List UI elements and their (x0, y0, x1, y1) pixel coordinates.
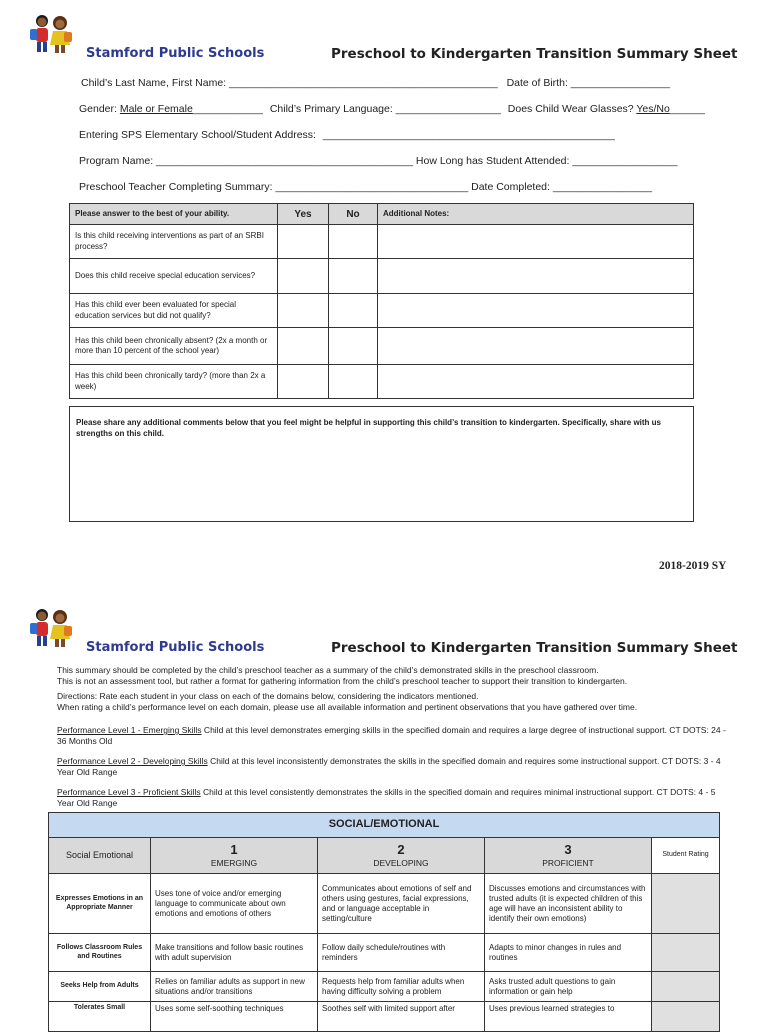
intro-text (57, 665, 737, 687)
level-header-emerging: 1 EMERGING (151, 838, 318, 874)
page-title: Preschool to Kindergarten Transition Summary Sheet (331, 640, 738, 656)
indicator-cell: Uses some self-soothing techniques (151, 1002, 318, 1032)
glasses-label: Does Child Wear Glasses? (507, 103, 634, 115)
notes-cell[interactable] (378, 328, 694, 365)
level-label: Performance Level 1 - Emerging Skills (57, 725, 202, 735)
school-label: Entering SPS Elementary School/Student Address: (79, 129, 316, 141)
page-title: Preschool to Kindergarten Transition Summary Sheet (331, 46, 738, 62)
school-children-logo (26, 606, 76, 650)
attended-field[interactable]: __________________ (572, 155, 678, 167)
yes-cell[interactable] (278, 225, 329, 259)
question-text: Is this child receiving interventions as part of an SRBI process? (70, 225, 278, 259)
dob-field[interactable]: _________________ (570, 77, 671, 89)
student-rating-cell[interactable] (652, 1002, 720, 1032)
domain-cell: Seeks Help from Adults (49, 972, 151, 1002)
glasses-field[interactable]: ______ (669, 103, 705, 115)
performance-level-1 (57, 725, 727, 747)
student-rating-cell[interactable] (652, 934, 720, 972)
table-row (49, 934, 720, 972)
rating-header: Student Rating (652, 838, 720, 874)
no-cell[interactable] (329, 328, 378, 365)
notes-cell[interactable] (378, 294, 694, 328)
school-year: 2018-2019 SY (659, 560, 727, 572)
table-row (70, 328, 694, 365)
language-label: Child’s Primary Language: (269, 103, 393, 115)
question-text: Has this child been chronically tardy? (more than 2x a week) (70, 365, 278, 399)
performance-level-3 (57, 787, 727, 809)
level-text: Child at this level consistently demonstrates the skills in the specified domain and requires minimal instructional support. CT DOTS: 4 - 5 Year Old Range (57, 787, 716, 808)
gender-language-row (79, 103, 705, 115)
name-field[interactable]: ______________________________________________ (229, 77, 498, 89)
indicator-cell: Asks trusted adult questions to gain information or gain help (485, 972, 652, 1002)
gender-label: Gender: (79, 103, 117, 115)
comments-box[interactable] (69, 406, 694, 522)
yes-cell[interactable] (278, 294, 329, 328)
indicator-cell: Discusses emotions and circumstances with trusted adults (it is expected children of this age will have an inconsistent ability to identify their own emotions) (485, 874, 652, 934)
intro-line: This summary should be completed by the child’s preschool teacher as a summary of the child’s demonstrated skills in the preschool classroom. (57, 665, 599, 675)
question-text: Has this child been chronically absent? (2x a month or more than 10 percent of the school year) (70, 328, 278, 365)
comments-prompt: Please share any additional comments below that you feel might be helpful in supporting this child’s transition to kindergarten. Specifically, share with us strengths on this child. (76, 418, 661, 439)
gender-options[interactable]: Male or Female (119, 103, 193, 115)
domain-cell: Expresses Emotions in an Appropriate Manner (49, 874, 151, 934)
indicator-cell: Uses tone of voice and/or emerging language to communicate about own emotions and emotions of others (151, 874, 318, 934)
student-rating-cell[interactable] (652, 972, 720, 1002)
table-row (70, 365, 694, 399)
student-rating-cell[interactable] (652, 874, 720, 934)
program-row (79, 155, 678, 167)
table-row (70, 259, 694, 294)
level-text: Child at this level demonstrates emerging skills in the specified domain and requires a large degree of instructional support. CT DOTS: 24 - 36 Months Old (57, 725, 726, 746)
yes-cell[interactable] (278, 259, 329, 294)
dob-label: Date of Birth: (506, 77, 568, 89)
brand-name: Stamford Public Schools (86, 46, 265, 61)
level-label: Performance Level 2 - Developing Skills (57, 756, 208, 766)
questions-header: Please answer to the best of your ability. (70, 204, 278, 225)
domain-cell: Tolerates Small (49, 1002, 151, 1032)
domain-header: Social Emotional (49, 838, 151, 874)
notes-cell[interactable] (378, 365, 694, 399)
yes-cell[interactable] (278, 328, 329, 365)
table-row (70, 225, 694, 259)
social-emotional-rubric (48, 812, 720, 1032)
indicator-cell: Adapts to minor changes in rules and routines (485, 934, 652, 972)
performance-level-2 (57, 756, 727, 778)
yes-cell[interactable] (278, 365, 329, 399)
no-cell[interactable] (329, 294, 378, 328)
attended-label: How Long has Student Attended: (415, 155, 570, 167)
directions-text (57, 691, 737, 713)
teacher-field[interactable]: _________________________________ (275, 181, 469, 193)
domain-cell: Follows Classroom Rules and Routines (49, 934, 151, 972)
level-label: Performance Level 3 - Proficient Skills (57, 787, 201, 797)
notes-cell[interactable] (378, 225, 694, 259)
rubric-band: SOCIAL/EMOTIONAL (49, 813, 720, 838)
questions-table (69, 203, 694, 399)
indicator-cell: Soothes self with limited support after (318, 1002, 485, 1032)
indicator-cell: Relies on familiar adults as support in new situations and/or transitions (151, 972, 318, 1002)
intro-line: This is not an assessment tool, but rather a format for gathering information from the child’s preschool teacher to support their transition to kindergarten. (57, 676, 628, 686)
indicator-cell: Requests help from familiar adults when having difficulty solving a problem (318, 972, 485, 1002)
no-cell[interactable] (329, 225, 378, 259)
rubric-header-row (49, 838, 720, 874)
completed-field[interactable]: _________________ (552, 181, 653, 193)
table-row (49, 874, 720, 934)
name-label: Child’s Last Name, First Name: (81, 77, 227, 89)
table-row (49, 972, 720, 1002)
directions-line: When rating a child’s performance level on each domain, please use all available information and pertinent observations that you have gathered over time. (57, 702, 638, 712)
level-header-developing: 2 DEVELOPING (318, 838, 485, 874)
yes-header: Yes (278, 204, 329, 225)
program-field[interactable]: ____________________________________________ (156, 155, 413, 167)
brand-name: Stamford Public Schools (86, 640, 265, 655)
name-dob-row (81, 77, 670, 89)
level-text: Child at this level inconsistently demonstrates the skills in the specified domain and requires some instructional support. CT DOTS: 3 - 4 Year Old Range (57, 756, 721, 777)
directions-line: Directions: Rate each student in your class on each of the domains below, considering the indicators mentioned. (57, 691, 479, 701)
program-label: Program Name: (79, 155, 154, 167)
completed-label: Date Completed: (471, 181, 550, 193)
school-row (79, 129, 615, 141)
indicator-cell: Communicates about emotions of self and others using gestures, facial expressions, and or language acceptable in setting/culture (318, 874, 485, 934)
no-cell[interactable] (329, 365, 378, 399)
level-header-proficient: 3 PROFICIENT (485, 838, 652, 874)
indicator-cell: Uses previous learned strategies to (485, 1002, 652, 1032)
table-row (49, 1002, 720, 1032)
question-text: Has this child ever been evaluated for special education services but did not qualify? (70, 294, 278, 328)
teacher-label: Preschool Teacher Completing Summary: (79, 181, 273, 193)
school-children-logo (26, 12, 76, 56)
gender-field[interactable]: ____________ (192, 103, 263, 115)
teacher-row (79, 181, 652, 193)
no-cell[interactable] (329, 259, 378, 294)
glasses-options[interactable]: Yes/No (636, 103, 670, 115)
table-row (70, 294, 694, 328)
questions-header-row (70, 204, 694, 225)
rubric-band-row (49, 813, 720, 838)
language-field[interactable]: __________________ (395, 103, 501, 115)
school-field[interactable]: __________________________________________________ (322, 129, 615, 141)
notes-header: Additional Notes: (378, 204, 694, 225)
notes-cell[interactable] (378, 259, 694, 294)
indicator-cell: Follow daily schedule/routines with reminders (318, 934, 485, 972)
indicator-cell: Make transitions and follow basic routines with adult supervision (151, 934, 318, 972)
question-text: Does this child receive special education services? (70, 259, 278, 294)
no-header: No (329, 204, 378, 225)
